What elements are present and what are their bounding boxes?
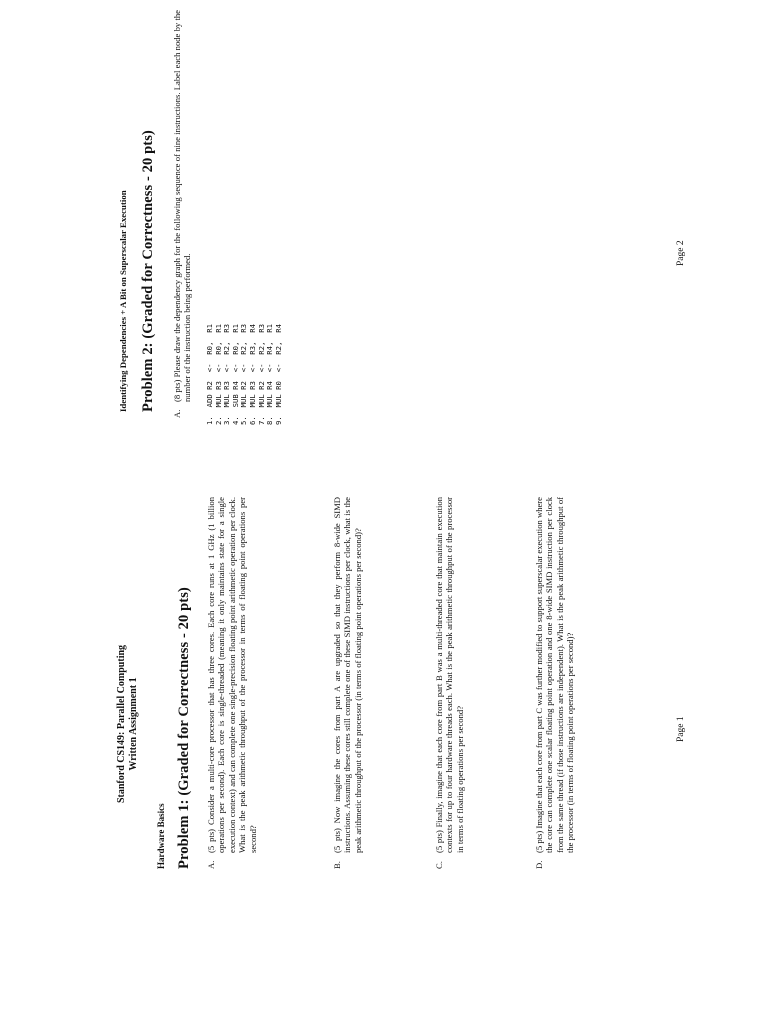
question-1a — [206, 497, 258, 869]
question-text: (5 pts) Now imagine the cores from part A are upgraded so that they perform 8-wide SIMD instructions. Assuming these cores still complete one of these SIMD instructions per clock, what is the peak arithmetic throughput of the processor (in terms of floating point operations per second)? — [332, 497, 363, 853]
question-label: A. — [172, 409, 182, 418]
question-2a — [172, 10, 193, 418]
assignment-subtitle: Written Assignment 1 — [128, 677, 139, 771]
course-title: Stanford CS149: Parallel Computing — [116, 644, 127, 804]
instruction-line: 6. MUL R3 <- R3, R4 — [247, 323, 257, 425]
instruction-line: 7. MUL R2 <- R2, R3 — [256, 323, 266, 425]
instruction-line: 2. MUL R3 <- R0, R1 — [213, 323, 223, 425]
instruction-line: 5. MUL R2 <- R2, R3 — [239, 323, 249, 425]
instruction-line: 9. MUL R0 <- R2, R4 — [273, 323, 283, 425]
question-1b — [332, 497, 363, 869]
problem-1-heading: Problem 1: (Graded for Correctness - 20 pts) — [176, 587, 192, 869]
problem-2-heading: Problem 2: (Graded for Correctness - 20 pts) — [140, 130, 156, 412]
page-1 — [0, 497, 768, 1024]
instruction-list — [206, 324, 283, 425]
question-text: (5 pts) Finally, imagine that each core from part B was a multi-threaded core that maintain execution contexts for up to four hardware threads each. What is the peak arithmetic throughput of the processor in terms of floating operations per second? — [434, 497, 465, 853]
page-number: Page 1 — [676, 716, 686, 742]
question-label: D. — [534, 860, 544, 869]
question-text: (5 pts) Consider a multi-core processor that has three cores. Each core runs at 1 GHz (1 billion operations per second). Each core is single-threaded (meaning it only maintains state for a single execution context) and can complete one single-precision floating point arithmetic operation per clock. What is the peak arithmetic throughput of the processor in terms of floating point operations per second? — [206, 497, 258, 853]
question-1c — [434, 497, 465, 869]
question-label: B. — [332, 861, 342, 869]
question-label: A. — [206, 860, 216, 869]
instruction-line: 4. SUB R4 <- R0, R1 — [230, 323, 240, 425]
section-label: Hardware Basics — [156, 803, 166, 869]
instruction-line: 8. MUL R4 <- R4, R1 — [265, 323, 275, 425]
question-label: C. — [434, 861, 444, 869]
instruction-line: 3. MUL R3 <- R2, R3 — [222, 323, 232, 425]
question-text: (5 pts) Imagine that each core from part C was further modified to support superscalar execution where the core can complete one scalar floating point operation and one 8-wide SIMD instruction per clock from the same thread (if those instructions are independent). What is the peak arithmetic throughput of the processor (in terms of floating point operations per second)? — [534, 497, 576, 853]
question-text: (8 pts) Please draw the dependency graph for the following sequence of nine instructions. Label each node by the number of the instruction being performed. — [172, 10, 193, 402]
running-head: Identifying Dependencies + A Bit on Superscalar Execution — [118, 190, 128, 412]
instruction-line: 1. ADD R2 <- R0, R1 — [205, 323, 214, 425]
question-1d — [534, 497, 576, 869]
page-number: Page 2 — [676, 240, 686, 266]
